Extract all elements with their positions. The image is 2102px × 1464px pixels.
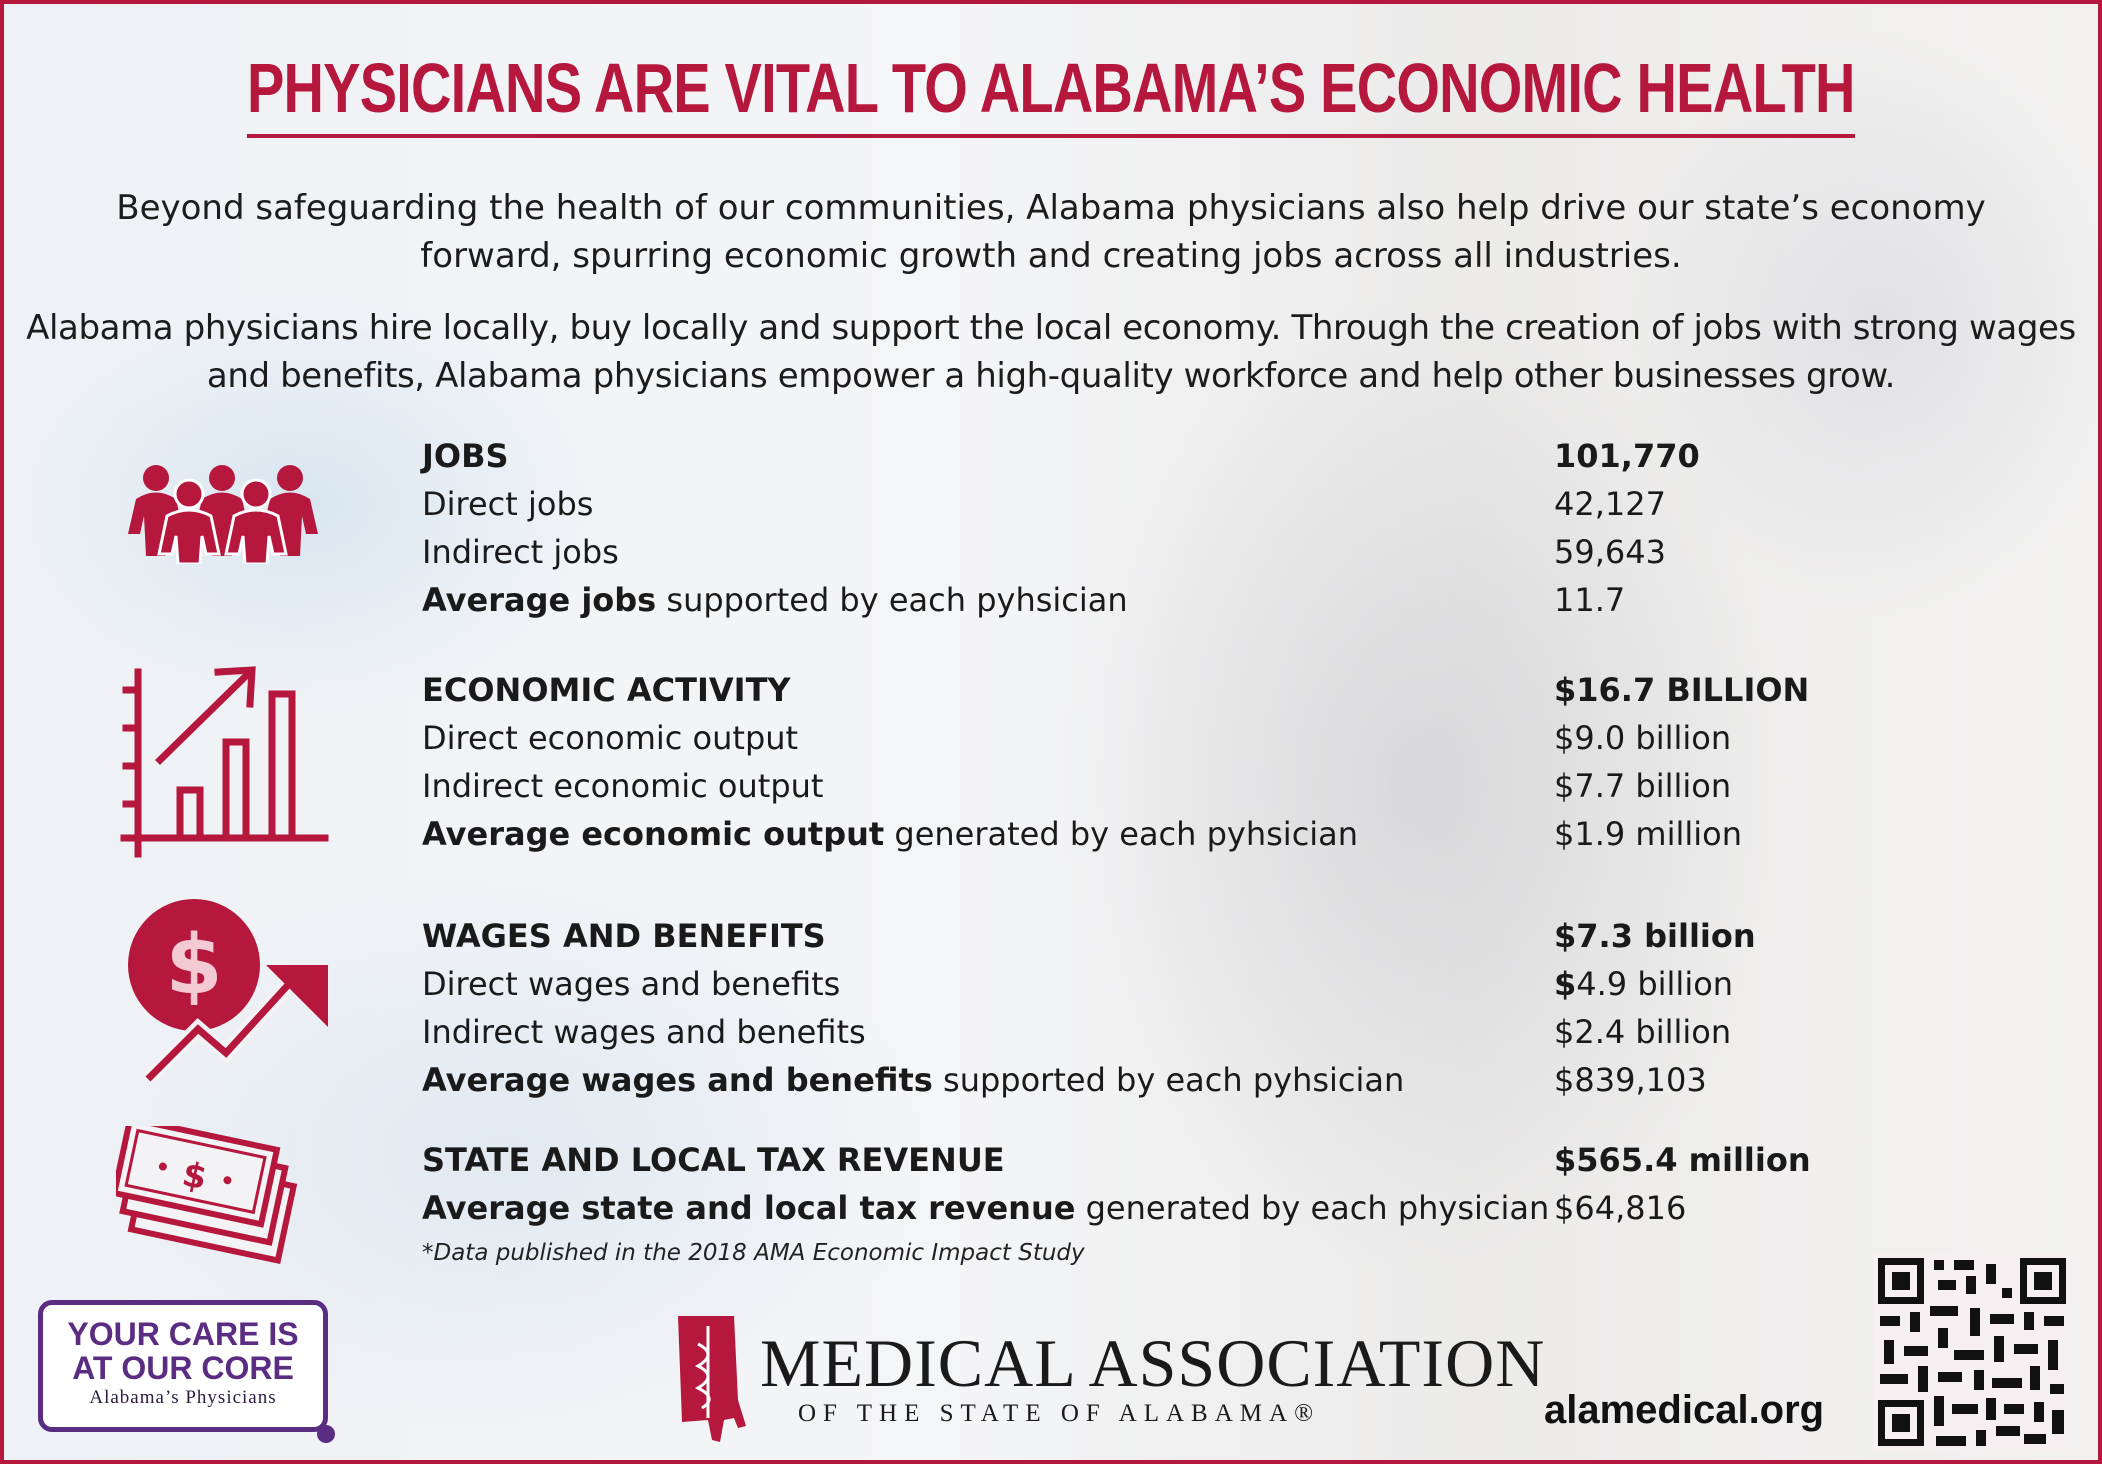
badge-tail-dot	[317, 1425, 335, 1443]
svg-text:$: $	[165, 918, 223, 1013]
economic-heading-row	[422, 666, 1810, 714]
economic-average-label	[422, 810, 1358, 858]
wages-indirect-row	[422, 1008, 1782, 1056]
jobs-average-bold: Average jobs	[422, 581, 657, 619]
jobs-direct-value: 42,127	[1554, 485, 1666, 523]
economic-direct-label: Direct economic output	[422, 719, 799, 757]
economic-average-bold: Average economic output	[422, 815, 885, 853]
wages-indirect-value: $2.4 billion	[1554, 1013, 1732, 1051]
jobs-average-value: 11.7	[1554, 581, 1626, 619]
jobs-indirect-value: 59,643	[1554, 533, 1666, 571]
badge-line-2: AT OUR CORE	[72, 1350, 294, 1386]
wages-average-label	[422, 1056, 1404, 1104]
economic-indirect-row	[422, 762, 1782, 810]
your-care-badge	[38, 1300, 328, 1432]
jobs-indirect-label: Indirect jobs	[422, 533, 619, 571]
tax-average-bold: Average state and local tax revenue	[422, 1189, 1076, 1227]
economic-indirect-label: Indirect economic output	[422, 767, 824, 805]
economic-direct-row	[422, 714, 1782, 762]
medical-association-logo[interactable]	[672, 1314, 1546, 1444]
tax-total: $565.4 million	[1554, 1141, 1811, 1179]
intro-paragraph-1: Beyond safeguarding the health of our communities, Alabama physicians also help drive our state’s economy forward, spurring economic growth and creating jobs across all industries.	[116, 188, 1986, 276]
dollar-coin-trend-icon	[118, 899, 333, 1084]
jobs-heading-row	[422, 432, 1782, 480]
alabama-state-icon	[672, 1314, 754, 1444]
economic-total: $16.7 BILLION	[1554, 671, 1810, 709]
logo-name: MEDICAL ASSOCIATION	[760, 1325, 1546, 1401]
wages-average-rest: supported by each pyhsician	[932, 1061, 1405, 1099]
economic-indirect-value: $7.7 billion	[1554, 767, 1732, 805]
economic-average-value: $1.9 million	[1554, 815, 1743, 853]
economic-average-rest: generated by each pyhsician	[884, 815, 1359, 853]
svg-text:$: $	[178, 1154, 211, 1199]
tax-average-value: $64,816	[1554, 1189, 1687, 1227]
wages-direct-value-symbol: $	[1554, 965, 1577, 1003]
tax-average-label	[422, 1184, 1549, 1232]
wages-average-row	[422, 1056, 1782, 1104]
jobs-average-label	[422, 576, 1128, 624]
money-bills-icon	[116, 1126, 316, 1276]
page-title-wrap	[4, 48, 2098, 138]
wages-heading-row	[422, 912, 1782, 960]
wages-direct-value: 4.9 billion	[1576, 965, 1734, 1003]
website-link[interactable]: alamedical.org	[1544, 1388, 1825, 1432]
economic-average-row	[422, 810, 1782, 858]
economic-heading: ECONOMIC ACTIVITY	[422, 671, 791, 709]
tax-heading: STATE AND LOCAL TAX REVENUE	[422, 1141, 1005, 1179]
badge-line-3: Alabama’s Physicians	[89, 1387, 277, 1408]
wages-average-bold: Average wages and benefits	[422, 1061, 933, 1099]
jobs-average-row	[422, 576, 1782, 624]
jobs-indirect-row	[422, 528, 1782, 576]
wages-total: $7.3 billion	[1554, 917, 1756, 955]
jobs-total: 101,770	[1554, 437, 1700, 475]
tax-heading-row	[422, 1136, 1811, 1184]
wages-direct-row	[422, 960, 1782, 1008]
tax-average-rest: generated by each physician	[1075, 1189, 1550, 1227]
tax-average-row	[422, 1184, 1782, 1232]
footnote: *Data published in the 2018 AMA Economic Impact Study	[422, 1240, 1085, 1266]
wages-average-value: $839,103	[1554, 1061, 1707, 1099]
jobs-direct-label: Direct jobs	[422, 485, 594, 523]
wages-direct-value-wrap	[1554, 960, 1733, 1008]
qr-code-icon[interactable]	[1874, 1254, 2070, 1454]
logo-subtitle: OF THE STATE OF ALABAMA®	[798, 1400, 1321, 1427]
bar-chart-growth-icon	[120, 664, 330, 859]
economic-direct-value: $9.0 billion	[1554, 719, 1732, 757]
page-title: PHYSICIANS ARE VITAL TO ALABAMA’S ECONOMIC HEALTH	[247, 48, 1855, 138]
badge-line-1: YOUR CARE IS	[67, 1316, 299, 1352]
wages-direct-label: Direct wages and benefits	[422, 965, 841, 1003]
wages-heading: WAGES AND BENEFITS	[422, 917, 826, 955]
jobs-heading: JOBS	[422, 437, 509, 475]
intro-paragraph-2: Alabama physicians hire locally, buy locally and support the local economy. Through the creation of jobs with strong wages and benefits, Alabama physicians empower a high-quality workforce and help other businesses grow.	[26, 308, 2076, 396]
wages-indirect-label: Indirect wages and benefits	[422, 1013, 866, 1051]
people-group-icon	[122, 464, 327, 564]
jobs-direct-row	[422, 480, 1782, 528]
jobs-average-rest: supported by each pyhsician	[656, 581, 1128, 619]
